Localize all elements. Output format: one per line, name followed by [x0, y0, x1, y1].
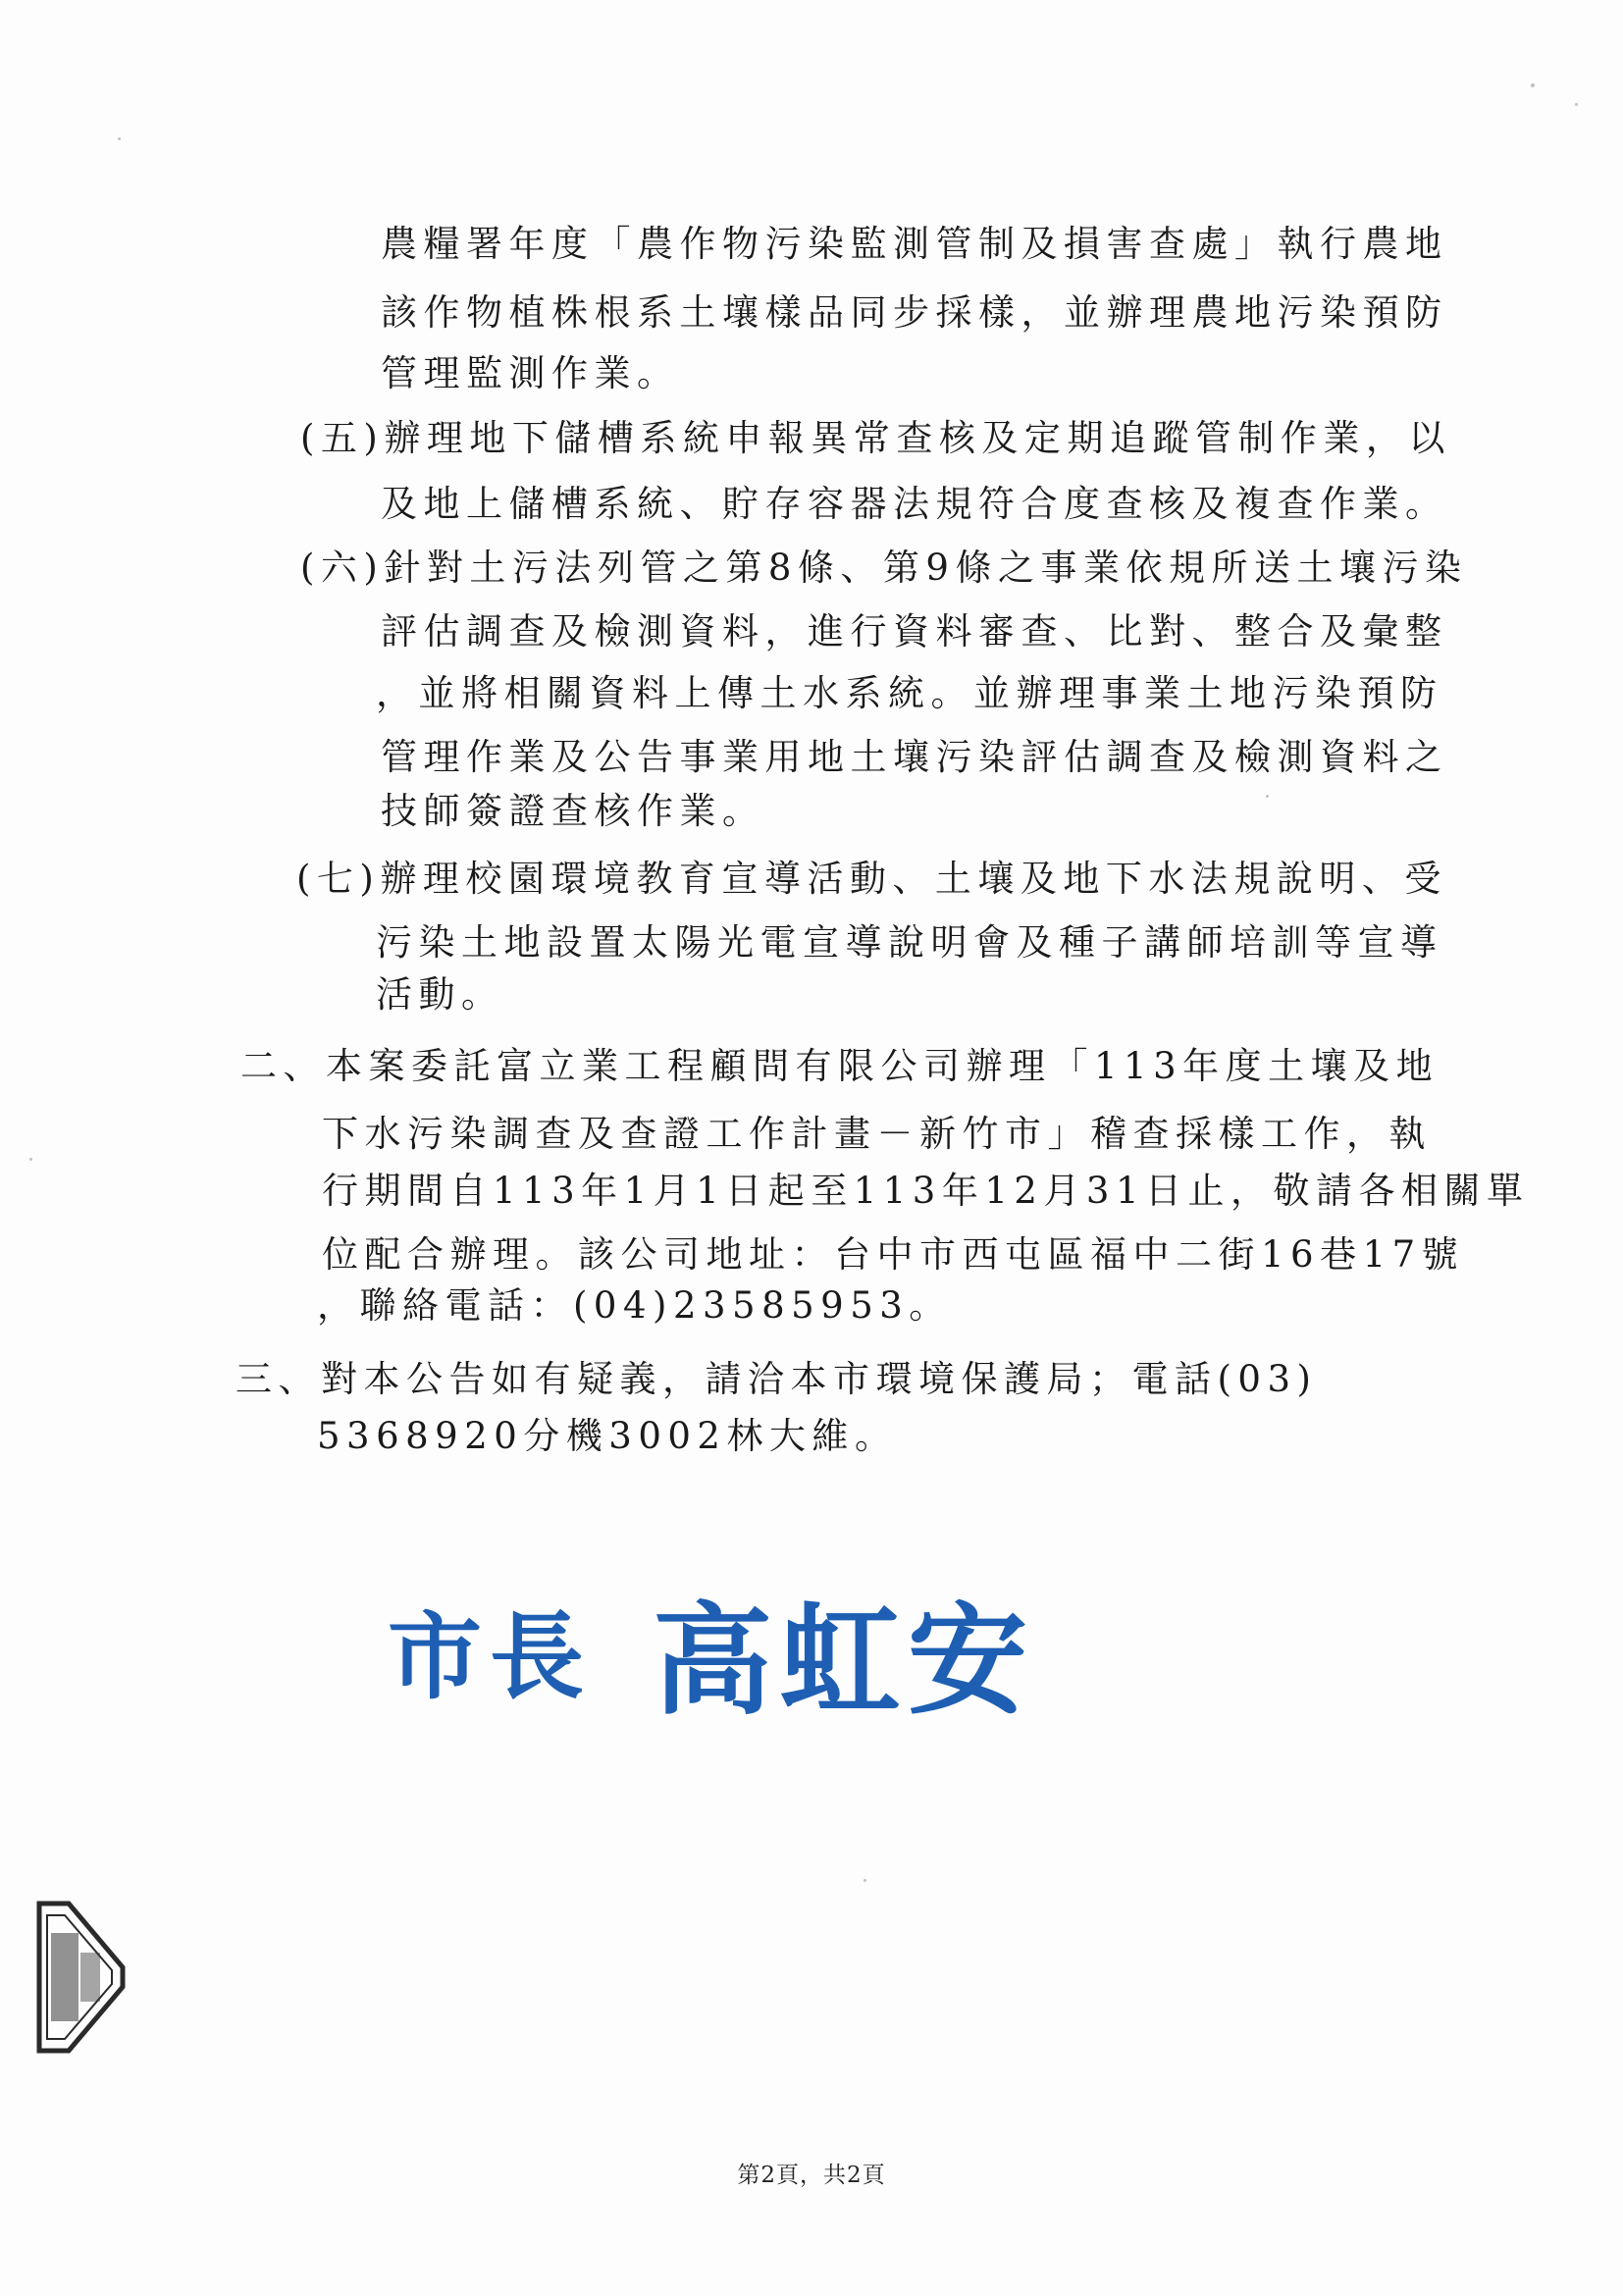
signature-name: 高虹安: [653, 1590, 1035, 1731]
signature-title: 市長: [388, 1601, 592, 1712]
body-line: 5368920分機3002林大維。: [317, 1415, 898, 1457]
scan-speck: [29, 1158, 32, 1161]
page-number: 第2頁，共2頁: [737, 2163, 886, 2188]
body-line: 三、對本公告如有疑義，請洽本市環境保護局；電話(03): [236, 1358, 1318, 1400]
body-line: 活動。: [376, 973, 504, 1016]
body-line: ，並將相關資料上傳土水系統。並辦理事業土地污染預防: [376, 672, 1443, 714]
body-line: (六)針對土污法列管之第8條、第9條之事業依規所送土壤污染: [300, 547, 1468, 589]
seal-stamp: [29, 1894, 128, 2061]
body-line: 評估調查及檢測資料，進行資料審查、比對、整合及彙整: [381, 610, 1448, 652]
scan-speck: [864, 1879, 866, 1882]
body-line: 管理作業及公告事業用地土壤污染評估調查及檢測資料之: [381, 736, 1448, 778]
body-line: 污染土地設置太陽光電宣導說明會及種子講師培訓等宣導: [376, 921, 1443, 964]
body-line: ，聯絡電話：(04)23585953。: [317, 1284, 952, 1327]
body-line: (七)辦理校園環境教育宣導活動、土壤及地下水法規說明、受: [296, 858, 1447, 900]
mayor-signature: [388, 1555, 1153, 1731]
scan-speck: [1266, 795, 1269, 798]
body-line: 該作物植株根系土壤樣品同步採樣，並辦理農地污染預防: [381, 291, 1448, 334]
scan-speck: [118, 137, 121, 140]
body-line: (五)辦理地下儲槽系統申報異常查核及定期追蹤管制作業，以: [300, 417, 1451, 459]
body-line: 管理監測作業。: [381, 352, 680, 394]
body-line: 下水污染調查及查證工作計畫－新竹市」稽查採樣工作，執: [322, 1113, 1432, 1155]
body-line: 位配合辦理。該公司地址：台中市西屯區福中二街16巷17號: [322, 1233, 1465, 1276]
scan-speck: [1531, 83, 1535, 87]
body-line: 二、本案委託富立業工程顧問有限公司辦理「113年度土壤及地: [240, 1045, 1440, 1087]
scan-speck: [1575, 103, 1578, 106]
body-line: 及地上儲槽系統、貯存容器法規符合度查核及複查作業。: [381, 483, 1448, 525]
body-line: 行期間自113年1月1日起至113年12月31日止，敬請各相關單: [322, 1170, 1530, 1212]
body-line: 技師簽證查核作業。: [381, 790, 765, 832]
body-line: 農糧署年度「農作物污染監測管制及損害查處」執行農地: [381, 223, 1448, 265]
seal-stamp-graphic: [29, 1894, 128, 2061]
